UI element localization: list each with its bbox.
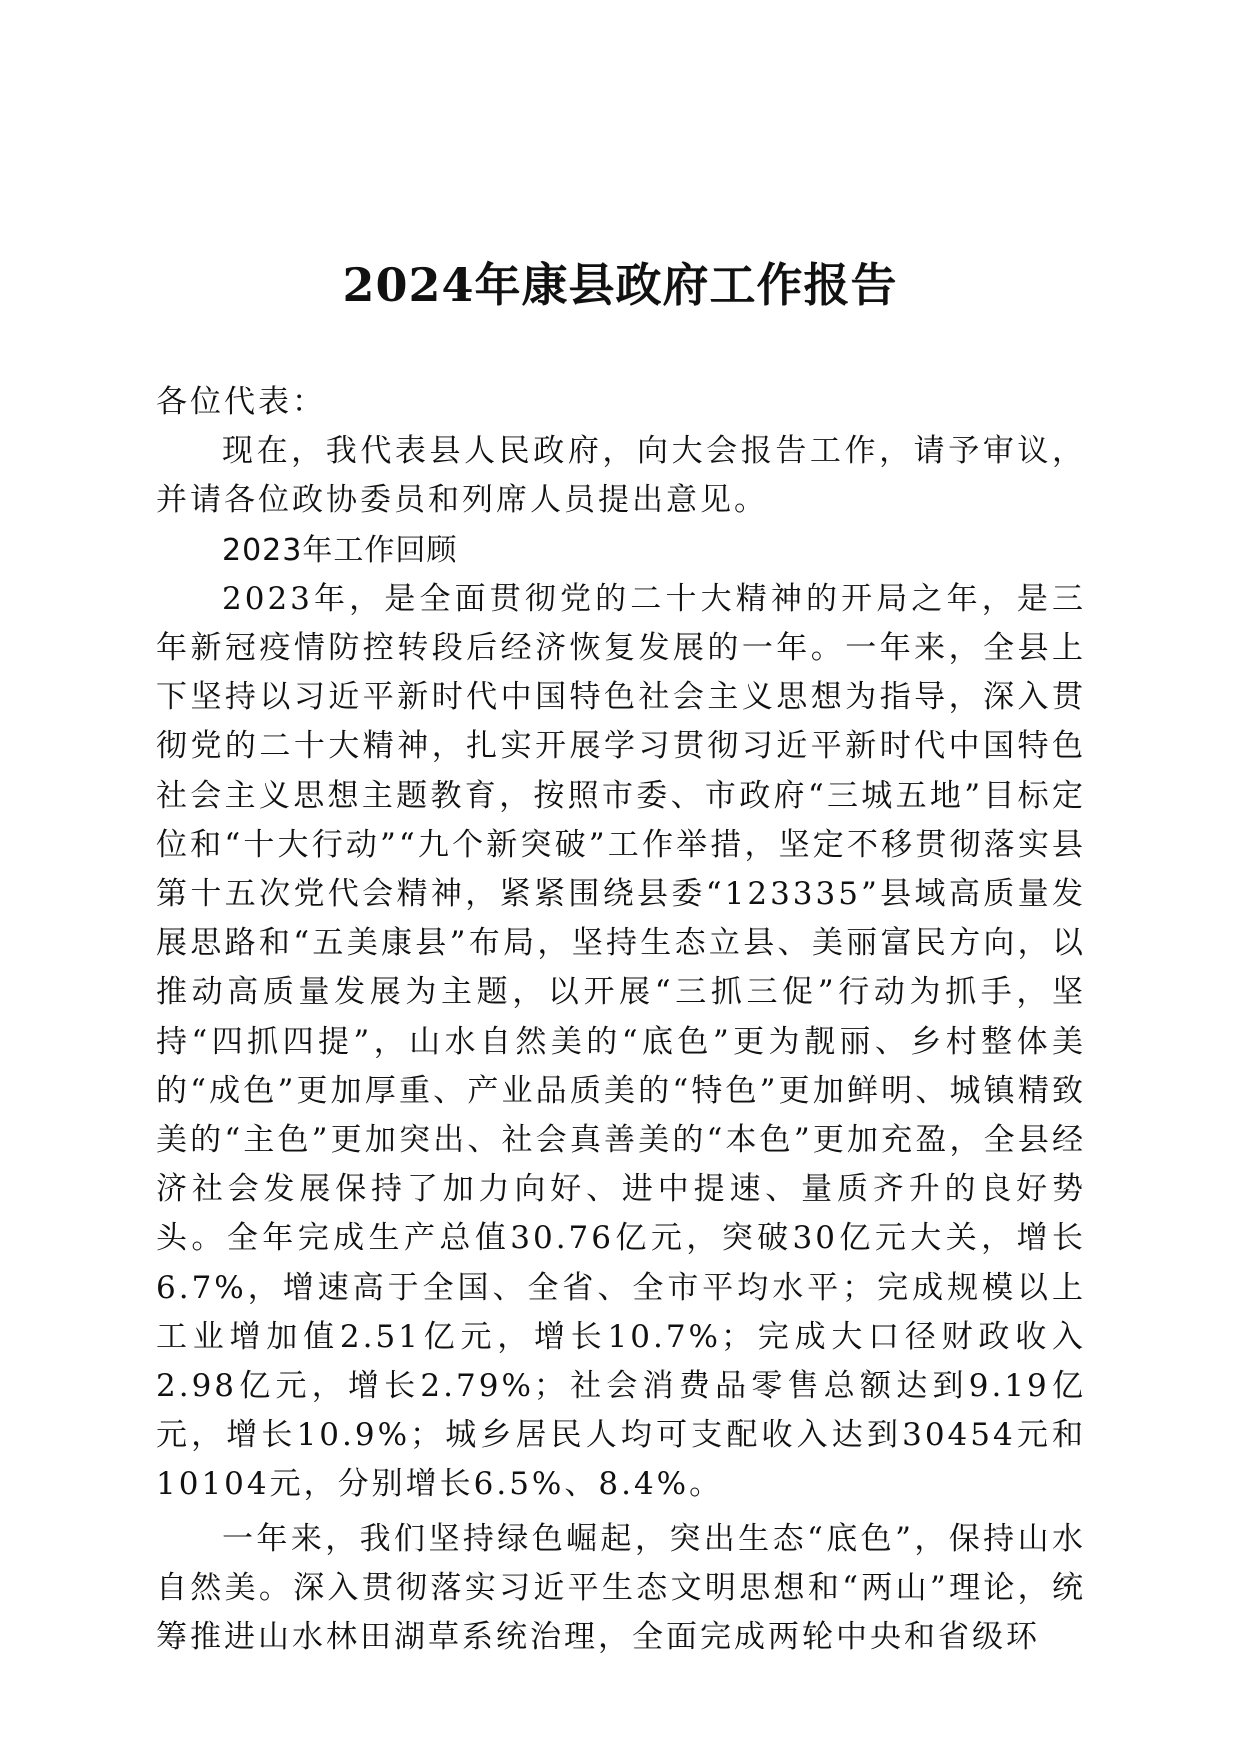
- intro-paragraph: 现在，我代表县人民政府，向大会报告工作，请予审议，并请各位政协委员和列席人员提出意见。: [156, 433, 1086, 519]
- salutation: 各位代表：: [156, 384, 326, 420]
- body-paragraph-2: 一年来，我们坚持绿色崛起，突出生态“底色”，保持山水自然美。深入贯彻落实习近平生态文明思想和“两山”理论，统筹推进山水林田湖草系统治理，全面完成两轮中央和省级环: [156, 1520, 1086, 1656]
- document-title: 2024年康县政府工作报告: [342, 258, 898, 312]
- body-paragraph-1: 2023年，是全面贯彻党的二十大精神的开局之年，是三年新冠疫情防控转段后经济恢复发展的一年。一年来，全县上下坚持以习近平新时代中国特色社会主义思想为指导，深入贯彻党的二十大精神，扎实开展学习贯彻习近平新时代中国特色社会主义思想主题教育，按照市委、市政府“三城五地”目标定位和“十大行动”“九个新突破”工作举措，坚定不移贯彻落实县第十五次党代会精神，紧紧围绕县委“123335”县域高质量发展思路和“五美康县”布局，坚持生态立县、美丽富民方向，以推动高质量发展为主题，以开展“三抓三促”行动为抓手，坚持“四抓四提”，山水自然美的“底色”更为靓丽、乡村整体美的“成色”更加厚重、产业品质美的“特色”更加鲜明、城镇精致美的“主色”更加突出、社会真善美的“本色”更加充盈，全县经济社会发展保持了加力向好、进中提速、量质齐升的良好势头。全年完成生产总值30.76亿元，突破30亿元大关，增长6.7%，增速高于全国、全省、全市平均水平；完成规模以上工业增加值2.51亿元，增长10.7%；完成大口径财政收入2.98亿元，增长2.79%；社会消费品零售总额达到9.19亿元，增长10.9%；城乡居民人均可支配收入达到30454元和10104元，分别增长6.5%、8.4%。: [156, 580, 1086, 1503]
- document-body: [156, 378, 1086, 1662]
- section-heading: 2023年工作回顾: [222, 532, 458, 568]
